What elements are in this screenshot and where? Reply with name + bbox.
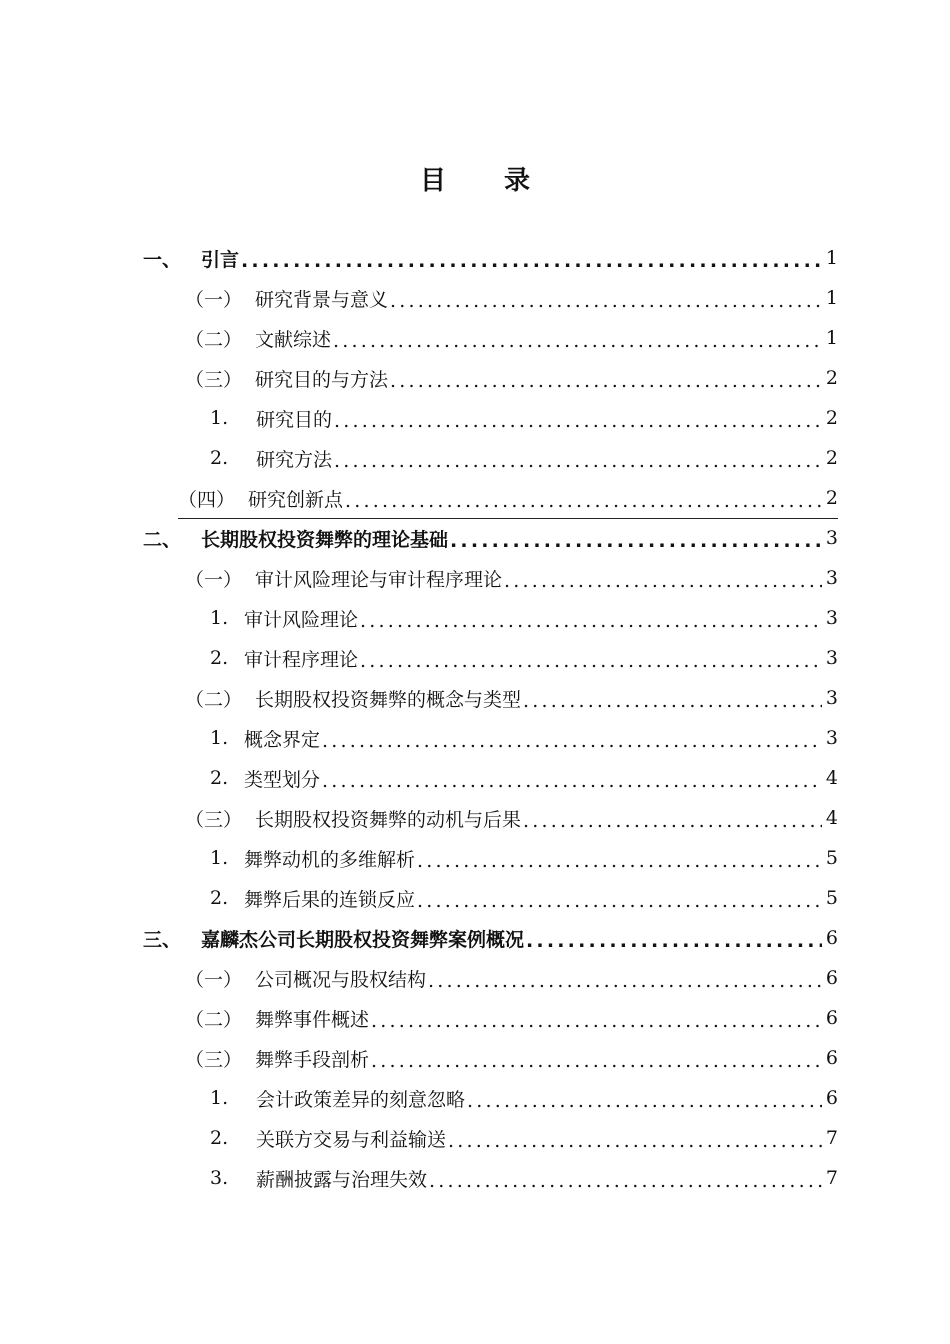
toc-entry-number: 1. [210,607,229,629]
toc-leader-dots [371,1010,822,1032]
toc-entry-title: 研究创新点 [248,488,344,511]
toc-entry-page: 3 [825,527,838,549]
toc-entry-title: 引言 [201,248,240,271]
toc-entry-number: 3. [210,1167,229,1189]
toc-entry[interactable] [210,1078,838,1118]
toc-entry[interactable] [185,318,838,358]
toc-entry[interactable] [185,678,838,718]
toc-leader-dots [504,570,822,592]
toc-entry-title: 长期股权投资舞弊的概念与类型 [255,688,522,711]
toc-entry-number: （三） [185,1048,243,1071]
toc-entry-page: 3 [825,647,838,669]
toc-entry[interactable] [143,238,838,278]
toc-entry-page: 3 [825,687,838,709]
toc-leader-dots [523,690,822,712]
toc-leader-dots [448,1130,822,1152]
toc-entry-number: 2. [210,447,229,469]
toc-leader-dots [333,330,822,352]
toc-entry-title: 舞弊事件概述 [255,1008,370,1031]
toc-entry-title: 公司概况与股权结构 [255,968,427,991]
toc-leader-dots [429,1170,822,1192]
toc-leader-dots [360,650,822,672]
toc-entry-page: 5 [825,887,838,909]
toc-entry-number: （一） [185,288,243,311]
toc-entry-number: 2. [210,767,229,789]
toc-entry-number: 二、 [143,528,182,551]
toc-entry-page: 2 [825,367,838,389]
toc-entry[interactable] [210,718,838,758]
toc-entry[interactable] [210,398,838,438]
toc-entry-number: 2. [210,647,229,669]
toc-title-right: 录 [504,166,531,196]
toc-entry[interactable] [185,358,838,398]
toc-entry-title: 会计政策差异的刻意忽略 [256,1088,466,1111]
toc-entry-title: 概念界定 [244,728,321,751]
toc-entry-title: 审计风险理论 [244,608,359,631]
toc-entry-number: 1. [210,407,229,429]
toc-entry-page: 6 [825,967,838,989]
toc-entry-title: 研究背景与意义 [255,288,389,311]
toc-entry-title: 薪酬披露与治理失效 [256,1168,428,1191]
toc-entry-number: （三） [185,368,243,391]
toc-entry-page: 3 [825,607,838,629]
toc-entry-page: 3 [825,727,838,749]
toc-entry-title: 研究方法 [256,448,333,471]
toc-entry-page: 1 [825,287,838,309]
toc-leader-dots [428,970,822,992]
toc-leader-dots [417,890,822,912]
toc-entry-title: 文献综述 [255,328,332,351]
toc-entry[interactable] [210,758,838,798]
toc-entry-number: 1. [210,1087,229,1109]
toc-title-left: 目 [419,166,446,196]
toc-entry-page: 1 [825,247,838,269]
toc-leader-dots [345,490,822,512]
toc-entry[interactable] [185,998,838,1038]
toc-leader-dots [523,810,822,832]
toc-entry-number: （三） [185,808,243,831]
toc-entry-page: 7 [825,1127,838,1149]
toc-title [0,160,950,197]
toc-entry[interactable] [143,518,838,558]
toc-entry[interactable] [210,638,838,678]
toc-entry[interactable] [185,958,838,998]
toc-entry-page: 2 [825,407,838,429]
toc-leader-dots [322,730,822,752]
toc-entry[interactable] [185,1038,838,1078]
toc-leader-dots [360,610,822,632]
toc-leader-dots [322,770,822,792]
toc-entry-number: 2. [210,887,229,909]
toc-entry-title: 嘉麟杰公司长期股权投资舞弊案例概况 [201,928,525,951]
toc-entry-page: 4 [825,767,838,789]
toc-entry-page: 7 [825,1167,838,1189]
toc-leader-dots [334,450,822,472]
toc-entry[interactable] [185,558,838,598]
toc-entry-number: （二） [185,1008,243,1031]
toc-entry[interactable] [210,1158,838,1198]
toc-leader-dots [371,1050,822,1072]
toc-entry-page: 6 [825,1007,838,1029]
toc-entry-number: （一） [185,968,243,991]
toc-entry-title: 长期股权投资舞弊的理论基础 [201,528,449,551]
toc-entry-title: 关联方交易与利益输送 [256,1128,447,1151]
toc-entry-page: 1 [825,327,838,349]
toc-entry-number: （二） [185,328,243,351]
toc-entry-number: （四） [178,488,236,511]
toc-entry-number: 1. [210,847,229,869]
toc-leader-dots [450,530,822,552]
toc-entry[interactable] [178,478,838,519]
toc-entry-number: 1. [210,727,229,749]
toc-entry[interactable] [143,918,838,958]
toc-entry-page: 6 [825,1047,838,1069]
toc-entry-title: 舞弊动机的多维解析 [244,848,416,871]
toc-entry-title: 研究目的与方法 [255,368,389,391]
toc-entry-title: 舞弊手段剖析 [255,1048,370,1071]
toc-entry-page: 6 [825,927,838,949]
toc-entry-page: 3 [825,567,838,589]
toc-entry-title: 研究目的 [256,408,333,431]
toc-entry[interactable] [210,598,838,638]
toc-entry-page: 2 [825,447,838,469]
toc-leader-dots [417,850,822,872]
toc-leader-dots [526,930,822,952]
toc-entry[interactable] [210,438,838,478]
toc-entry[interactable] [210,878,838,918]
toc-entry-number: （二） [185,688,243,711]
toc-entry-title: 审计风险理论与审计程序理论 [255,568,503,591]
toc-entry-page: 6 [825,1087,838,1109]
toc-entry-page: 5 [825,847,838,869]
toc-entry-title: 类型划分 [244,768,321,791]
toc-entry-number: （一） [185,568,243,591]
toc-entry[interactable] [210,1118,838,1158]
toc-entry-title: 长期股权投资舞弊的动机与后果 [255,808,522,831]
toc-entry-number: 三、 [143,928,182,951]
toc-entry[interactable] [185,798,838,838]
toc-entry-title: 审计程序理论 [244,648,359,671]
toc-entry-page: 4 [825,807,838,829]
toc-leader-dots [390,290,822,312]
toc-entry-number: 2. [210,1127,229,1149]
toc-entry[interactable] [185,278,838,318]
toc-leader-dots [334,410,822,432]
toc-leader-dots [390,370,822,392]
toc-entry-page: 2 [825,487,838,509]
toc-entry-title: 舞弊后果的连锁反应 [244,888,416,911]
toc-entry[interactable] [210,838,838,878]
toc-leader-dots [467,1090,822,1112]
toc-entry-number: 一、 [143,248,182,271]
toc-leader-dots [241,250,822,272]
